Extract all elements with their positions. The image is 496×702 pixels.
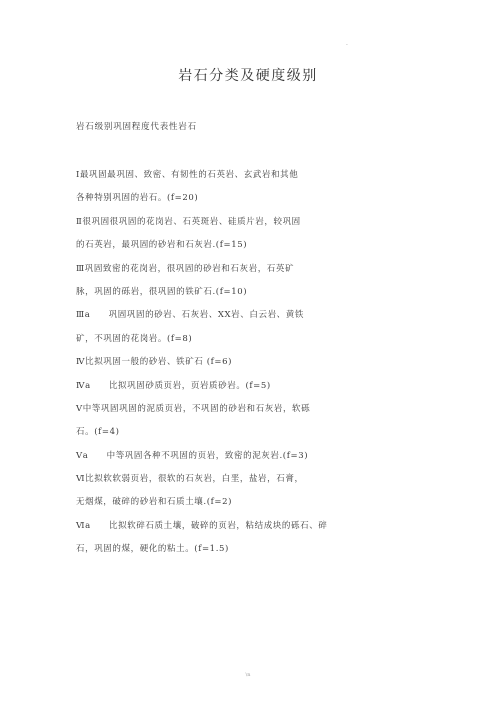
text-line: 石。(f=4): [76, 427, 120, 438]
rock-classification-list: [76, 164, 436, 562]
text-line: 的石英岩，最巩固的砂岩和石灰岩.(f=15): [76, 240, 248, 251]
text-line: Ⅳ比拟巩固一般的砂岩、铁矿石 (f=6): [76, 357, 233, 368]
text-line: Ⅵa 比拟软碎石质土壤，破碎的页岩，粘结成块的砾石、碎: [76, 520, 328, 531]
text-line: Ⅳa 比拟巩固砂质页岩，页岩质砂岩。(f=5): [76, 380, 271, 391]
page-title: 岩石分类及硬度级别: [178, 68, 318, 84]
text-line: 各种特别巩固的岩石。(f=20): [76, 193, 199, 204]
text-line: 石，巩固的煤，硬化的粘土。(f=1.5): [76, 544, 229, 555]
text-line: Ⅰ最巩固最巩固、致密、有韧性的石英岩、玄武岩和其他: [76, 170, 299, 180]
header-mark: .: [346, 40, 348, 47]
text-line: 脉，巩固的砾岩，很巩固的铁矿石.(f=10): [76, 286, 248, 297]
text-line: Ⅴa 中等巩固各种不巩固的页岩，致密的泥灰岩.(f=3): [76, 450, 309, 461]
text-line: Ⅲa 巩固巩固的砂岩、石灰岩、XX岩、白云岩、黄铁: [76, 310, 304, 321]
text-line: Ⅲ巩固致密的花岗岩，很巩固的砂岩和石灰岩，石英矿: [76, 263, 295, 274]
text-line: Ⅴ中等巩固巩固的泥质页岩，不巩固的砂岩和石灰岩，软砾: [76, 403, 311, 414]
footer-mark: \n: [245, 672, 251, 678]
text-line: Ⅵ比拟软软弱页岩，很软的石灰岩，白垩，盐岩，石膏，: [76, 474, 304, 485]
text-line: 矿，不巩固的花岗岩。(f=8): [76, 333, 193, 344]
table-header: 岩石级别巩固程度代表性岩石: [76, 122, 197, 132]
text-line: Ⅱ很巩固很巩固的花岗岩、石英斑岩、硅质片岩，较巩固: [76, 216, 301, 227]
text-line: 无烟煤，破碎的砂岩和石质土壤.(f=2): [76, 497, 233, 508]
